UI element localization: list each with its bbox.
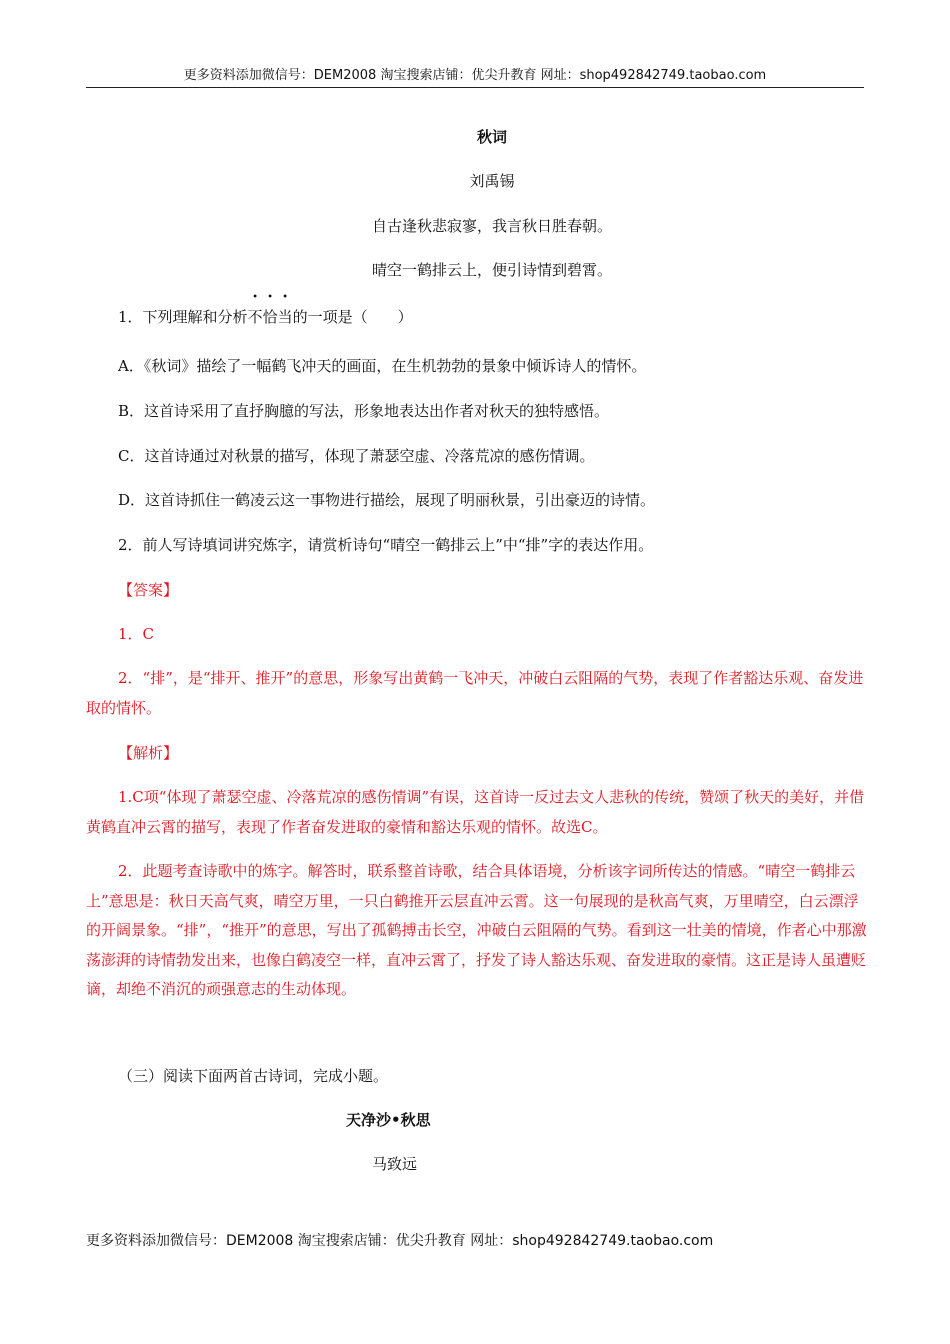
poem-line-1: 自古逢秋悲寂寥，我言秋日胜春朝。 <box>371 217 612 235</box>
answer-label: 【答案】 <box>118 581 179 599</box>
poem-2-title: 天净沙•秋思 <box>346 1111 431 1129</box>
answer-2 <box>86 664 868 723</box>
analysis-1-text: 1.C项“体现了萧瑟空虚、冷落荒凉的感伤情调”有误，这首诗一反过去文人悲秋的传统，赞颂了秋天的美好，并借黄鹤直冲云霄的描写，表现了作者奋发进取的豪情和豁达乐观的情怀。故选C。 <box>86 788 865 836</box>
option-a: A．《秋词》描绘了一幅鹤飞冲天的画面，在生机勃勃的景象中倾诉诗人的情怀。 <box>118 357 647 375</box>
emphasis-char: 恰 <box>262 308 278 326</box>
analysis-label: 【解析】 <box>118 744 179 762</box>
question-1-prefix: 1．下列理解和分析 <box>118 308 248 326</box>
analysis-2-text: 2．此题考查诗歌中的炼字。解答时，联系整首诗歌，结合具体语境，分析该字词所传达的情感。“晴空一鹤排云上”意思是：秋日天高气爽，晴空万里，一只白鹤推开云层直冲云霄。这一句展现的是秋高气爽，万里晴空，白云漂浮的开阔景象。“排”，“推开”的意思，写出了孤鹤搏击长空，冲破白云阻隔的气势。看到这一壮美的情境，作者心中那激荡澎湃的诗情勃发出来，也像白鹤凌空一样，直冲云霄了，抒发了诗人豁达乐观、奋发进取的豪情。这正是诗人虽遭贬谪，却绝不消沉的顽强意志的生动体现。 <box>86 862 867 998</box>
question-1-suffix: 的一项是（ ） <box>292 308 413 326</box>
poem-line-2: 晴空一鹤排云上，便引诗情到碧霄。 <box>371 261 612 279</box>
emphasis-char: 不 <box>247 308 263 326</box>
answer-1: 1．C <box>118 625 155 643</box>
page-footer: 更多资料添加微信号：DEM2008 淘宝搜索店铺：优尖升教育 网址：shop492842749.taobao.com <box>86 1233 714 1249</box>
question-1 <box>118 307 413 327</box>
page-header: 更多资料添加微信号：DEM2008 淘宝搜索店铺：优尖升教育 网址：shop492842749.taobao.com <box>183 68 767 83</box>
option-c: C．这首诗通过对秋景的描写，体现了萧瑟空虚、冷落荒凉的感伤情调。 <box>118 447 595 465</box>
analysis-1 <box>86 783 868 842</box>
question-2: 2．前人写诗填词讲究炼字，请赏析诗句“晴空一鹤排云上”中“排”字的表达作用。 <box>118 536 654 554</box>
answer-2-text: “排”，是“排开、推开”的意思，形象写出黄鹤一飞冲天，冲破白云阻隔的气势，表现了作者豁达乐观、奋发进取的情怀。 <box>86 669 864 717</box>
option-b: B．这首诗采用了直抒胸臆的写法，形象地表达出作者对秋天的独特感悟。 <box>118 402 610 420</box>
section-3-intro: （三）阅读下面两首古诗词，完成小题。 <box>118 1067 389 1085</box>
header-divider <box>86 87 864 88</box>
poem-author: 刘禹锡 <box>469 172 515 190</box>
option-d: D．这首诗抓住一鹤凌云这一事物进行描绘，展现了明丽秋景，引出豪迈的诗情。 <box>118 491 656 509</box>
emphasis-char: 当 <box>277 308 293 326</box>
poem-title: 秋词 <box>476 128 507 146</box>
answer-2-number: 2． <box>118 669 143 687</box>
analysis-2 <box>86 857 868 1005</box>
poem-2-author: 马致远 <box>372 1155 418 1173</box>
